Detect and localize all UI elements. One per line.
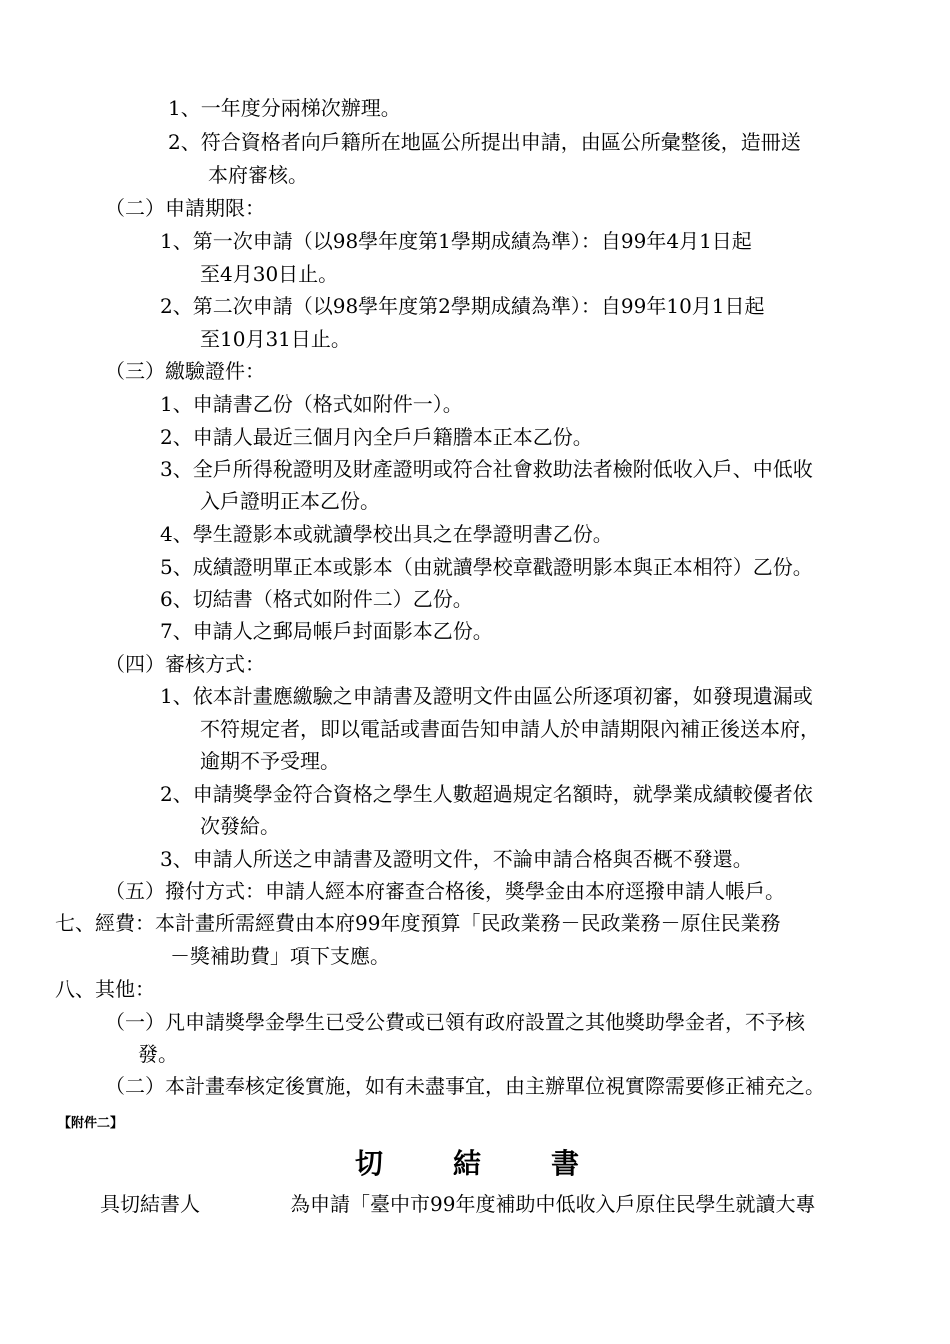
affidavit-title [355,1142,579,1182]
text-line: 1、申請書乙份（格式如附件一）。 [160,392,463,416]
section-heading: （三）繳驗證件： [105,359,265,383]
affidavit-statement: 為申請「臺中市99年度補助中低收入戶原住民學生就讀大專 [290,1192,816,1216]
text-line: 發。 [138,1042,178,1066]
attachment-tag: 【附件二】 [58,1116,124,1131]
text-line: －獎補助費」項下支應。 [170,944,390,968]
text-line: 至4月30日止。 [200,262,339,286]
text-line: 2、符合資格者向戶籍所在地區公所提出申請，由區公所彙整後，造冊送 [168,130,801,154]
text-line: 本府審核。 [208,163,308,187]
text-line: 6、切結書（格式如附件二）乙份。 [160,587,473,611]
text-line: 1、一年度分兩梯次辦理。 [168,96,401,120]
title-char: 結 [453,1147,482,1180]
section-heading: （五）撥付方式：申請人經本府審查合格後，獎學金由本府逕撥申請人帳戶。 [105,879,785,903]
text-line: 4、學生證影本或就讀學校出具之在學證明書乙份。 [160,522,613,546]
text-line: 2、申請獎學金符合資格之學生人數超過規定名額時，就學業成績較優者依 [160,782,813,806]
section-heading: （四）審核方式： [105,652,265,676]
text-line: 1、第一次申請（以98學年度第1學期成績為準）：自99年4月1日起 [160,229,752,253]
text-line: 入戶證明正本乙份。 [200,489,380,513]
text-line: 2、第二次申請（以98學年度第2學期成績為準）：自99年10月1日起 [160,294,765,318]
text-line: 1、依本計畫應繳驗之申請書及證明文件由區公所逐項初審，如發現遺漏或 [160,684,813,708]
title-char: 切 [355,1147,384,1180]
text-line: 3、申請人所送之申請書及證明文件，不論申請合格與否概不發還。 [160,847,753,871]
text-line: 3、全戶所得稅證明及財產證明或符合社會救助法者檢附低收入戶、中低收 [160,457,813,481]
text-line: 至10月31日止。 [200,327,351,351]
text-line: 7、申請人之郵局帳戶封面影本乙份。 [160,619,493,643]
title-char: 書 [551,1147,580,1180]
text-line: （一）凡申請獎學金學生已受公費或已領有政府設置之其他獎助學金者，不予核 [105,1010,805,1034]
section-heading: 八、其他： [55,977,155,1001]
signer-label: 具切結書人 [100,1192,200,1216]
section-heading: 七、經費：本計畫所需經費由本府99年度預算「民政業務－民政業務－原住民業務 [55,911,781,935]
text-line: 5、成績證明單正本或影本（由就讀學校章戳證明影本與正本相符）乙份。 [160,555,813,579]
text-line: 次發給。 [200,814,280,838]
text-line: 2、申請人最近三個月內全戶戶籍謄本正本乙份。 [160,425,593,449]
section-heading: （二）申請期限： [105,196,265,220]
text-line: （二）本計畫奉核定後實施，如有未盡事宜，由主辦單位視實際需要修正補充之。 [105,1074,825,1098]
text-line: 逾期不予受理。 [200,749,340,773]
text-line: 不符規定者，即以電話或書面告知申請人於申請期限內補正後送本府， [200,717,820,741]
